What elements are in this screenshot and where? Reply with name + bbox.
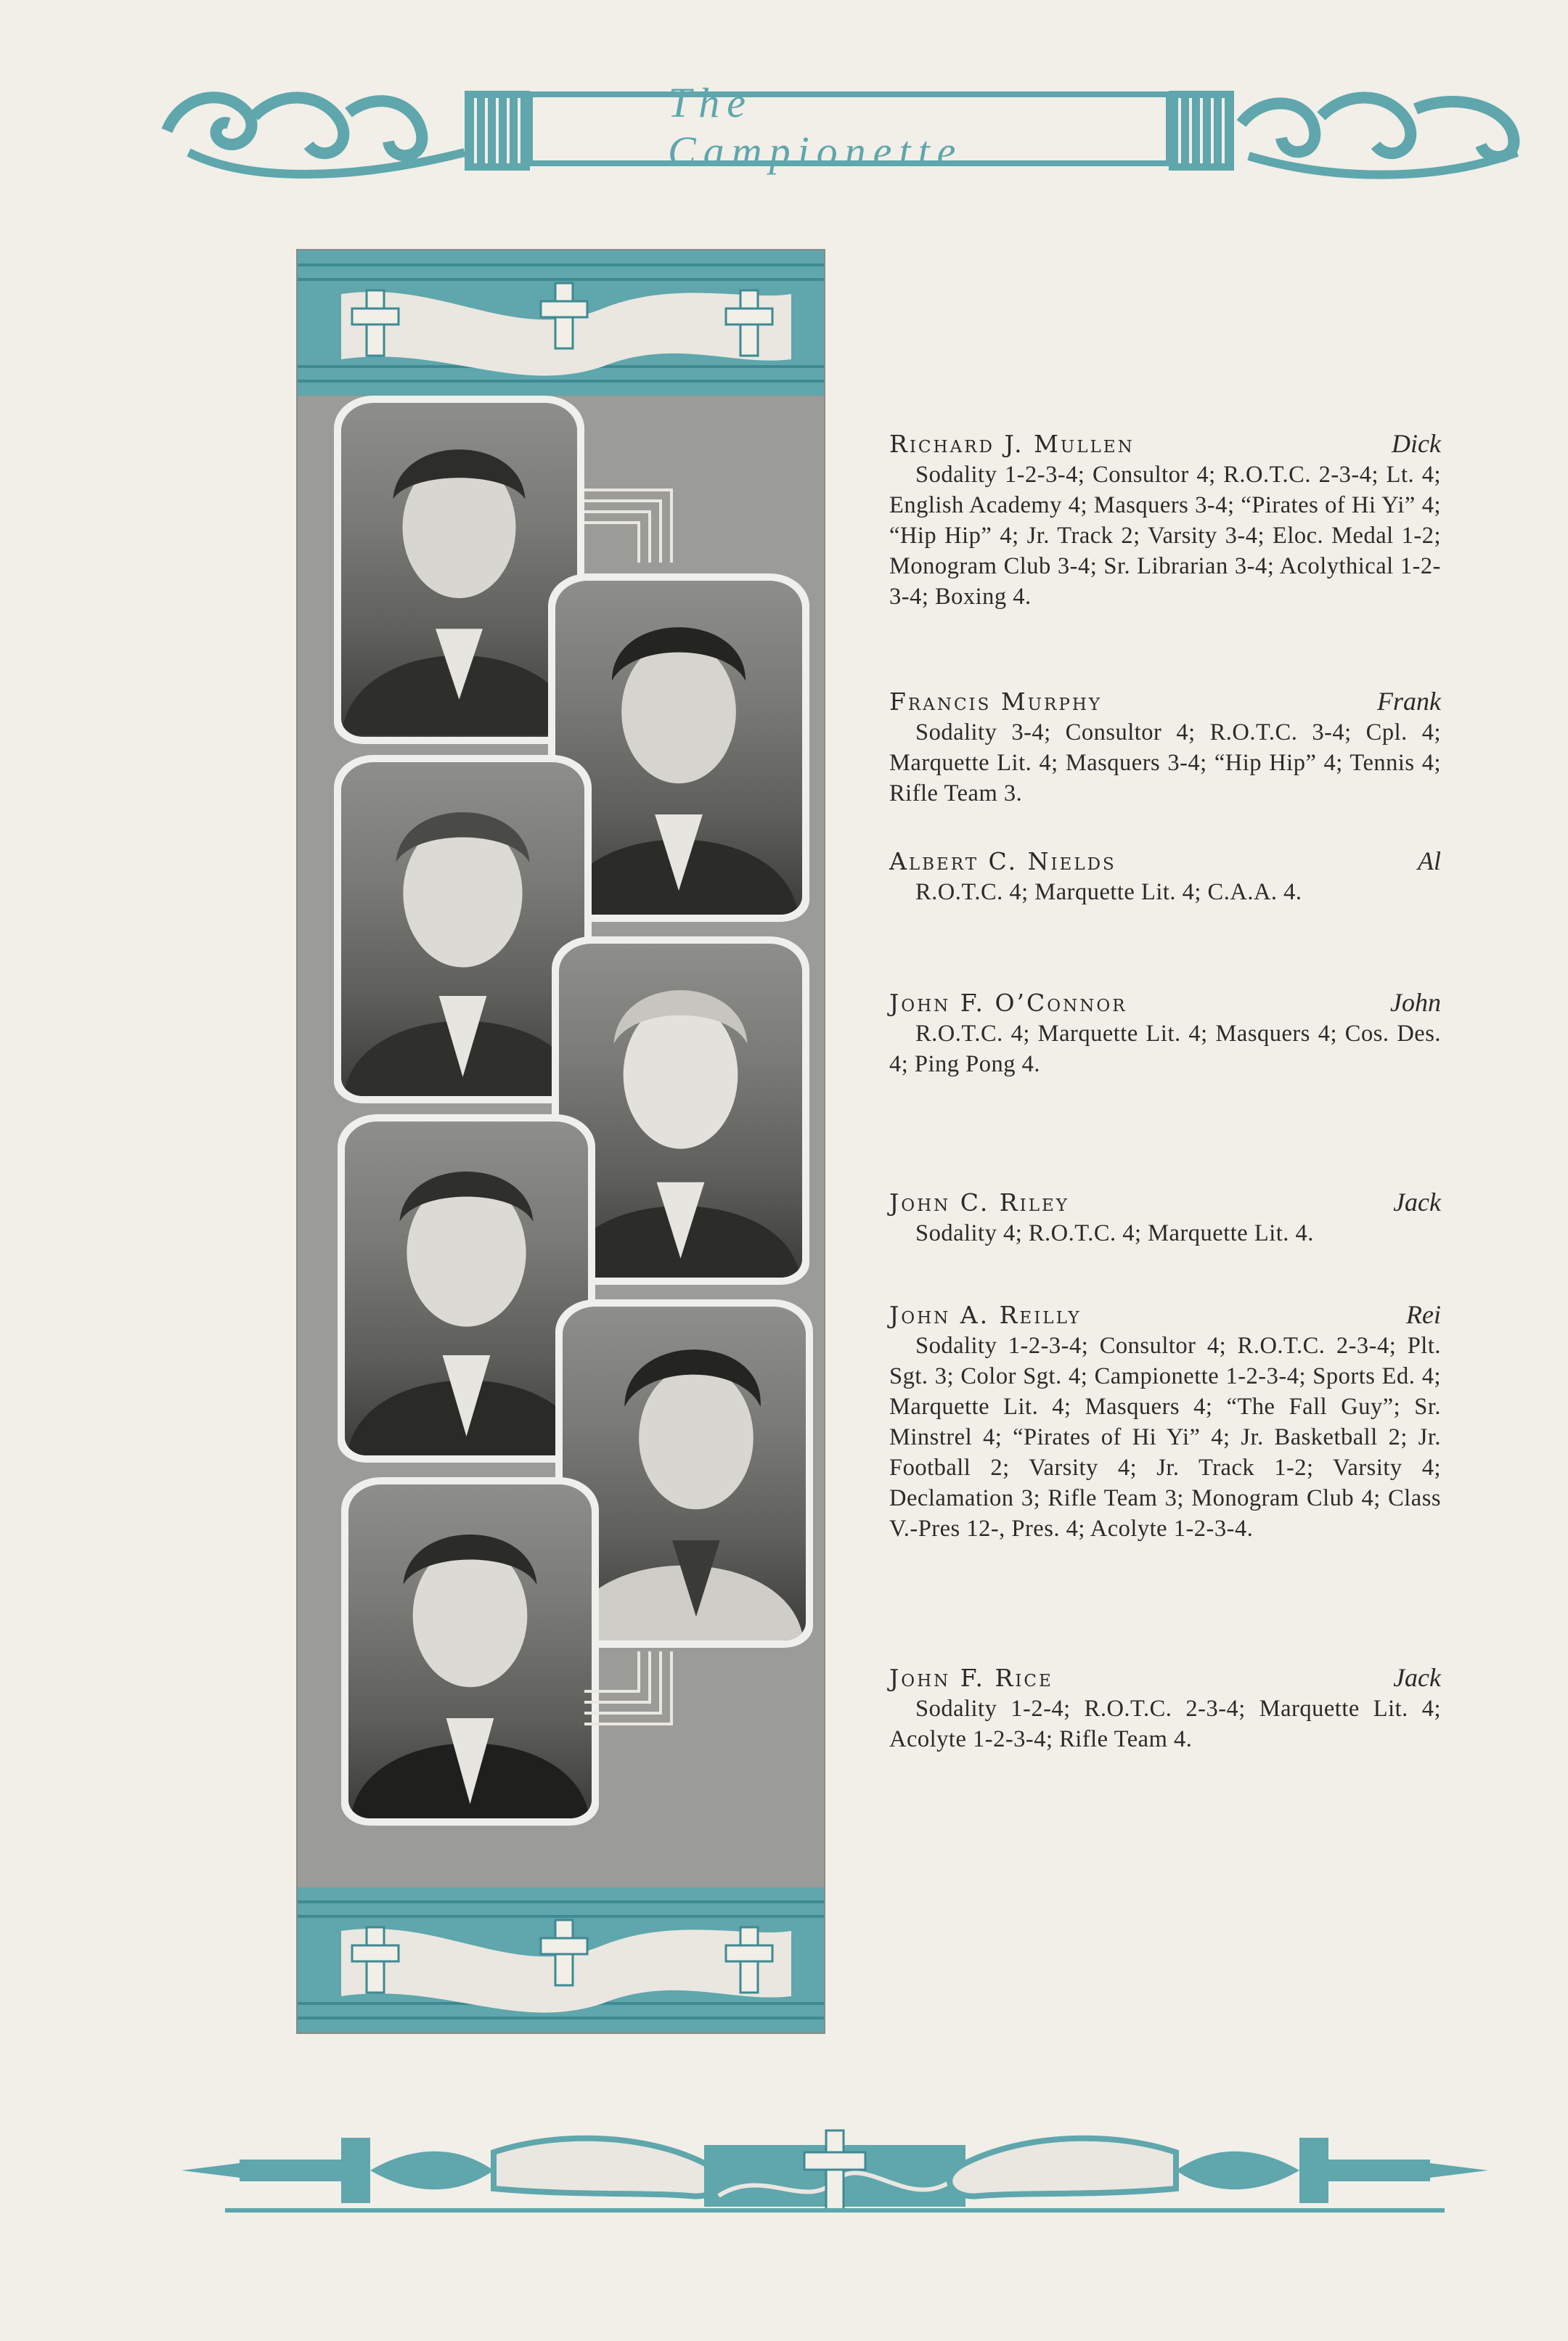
line-ornament bbox=[584, 1651, 693, 1731]
student-name: John F. O’Connor bbox=[889, 989, 1127, 1017]
nickname: Al bbox=[1418, 846, 1441, 875]
nickname: Jack bbox=[1393, 1188, 1441, 1217]
student-name: Albert C. Nields bbox=[889, 847, 1116, 875]
activities: Sodality 1-2-3-4; Consultor 4; R.O.T.C. 2-3-4; Plt. Sgt. 3; Color Sgt. 4; Campionette 1-2-3-4; Sports Ed. 4; Marquette Lit. 4; Masquers 4; “The Fall Guy”; Sr. Minstrel 4; “Pirates of Hi Yi” 4; Jr. Basketball 2; Jr. Football 2; Varsity 4; Jr. Track 1-2; Varsity 4; Declamation 3; Rifle Team 3; Monogram Club 4; Class V.-Pres 12-, Pres. 4; Acolyte 1-2-3-4. bbox=[889, 1333, 1441, 1542]
bio-entry bbox=[889, 1299, 1441, 1544]
nickname: Rei bbox=[1406, 1300, 1441, 1329]
activities: Sodality 3-4; Consultor 4; R.O.T.C. 3-4; Cpl. 4; Marquette Lit. 4; Masquers 3-4; “Hip Hip” 4; Tennis 4; Rifle Team 3. bbox=[889, 719, 1441, 806]
bio-entry bbox=[889, 846, 1441, 907]
activities: Sodality 1-2-4; R.O.T.C. 2-3-4; Marquette Lit. 4; Acolyte 1-2-3-4; Rifle Team 4. bbox=[889, 1696, 1441, 1752]
header-banner bbox=[160, 73, 1524, 189]
nickname: Frank bbox=[1377, 687, 1441, 716]
bio-entry bbox=[889, 1662, 1441, 1754]
nickname: John bbox=[1390, 988, 1441, 1017]
bio-entry bbox=[889, 1187, 1441, 1249]
activities: R.O.T.C. 4; Marquette Lit. 4; Masquers 4; Cos. Des. 4; Ping Pong 4. bbox=[889, 1021, 1441, 1077]
nickname: Jack bbox=[1393, 1663, 1441, 1692]
student-name: John F. Rice bbox=[889, 1664, 1053, 1692]
activities: Sodality 4; R.O.T.C. 4; Marquette Lit. 4. bbox=[915, 1220, 1314, 1246]
photo-strip bbox=[298, 250, 824, 2032]
top-ornament-band bbox=[298, 250, 824, 396]
bio-entry bbox=[889, 428, 1441, 612]
student-name: John A. Reilly bbox=[889, 1301, 1082, 1329]
student-name: Francis Murphy bbox=[889, 687, 1103, 716]
footer-ornament bbox=[181, 2101, 1488, 2236]
nickname: Dick bbox=[1392, 429, 1441, 458]
activities: Sodality 1-2-3-4; Consultor 4; R.O.T.C. 2-3-4; Lt. 4; English Academy 4; Masquers 3-4; “Pirates of Hi Yi” 4; “Hip Hip” 4; Jr. Track 2; Varsity 3-4; Eloc. Medal 1-2; Monogram Club 3-4; Sr. Librarian 3-4; Acolythical 1-2-3-4; Boxing 4. bbox=[889, 462, 1441, 610]
bottom-ornament-band bbox=[298, 1887, 824, 2032]
student-name: Richard J. Mullen bbox=[889, 430, 1135, 458]
student-name: John C. Riley bbox=[889, 1188, 1069, 1217]
activities: R.O.T.C. 4; Marquette Lit. 4; C.A.A. 4. bbox=[915, 879, 1302, 905]
portrait-1 bbox=[334, 396, 584, 744]
page-title: The Campionette bbox=[668, 79, 963, 175]
portrait-7 bbox=[341, 1477, 599, 1826]
line-ornament bbox=[584, 483, 693, 563]
bio-entry bbox=[889, 987, 1441, 1079]
bio-entry bbox=[889, 686, 1441, 809]
